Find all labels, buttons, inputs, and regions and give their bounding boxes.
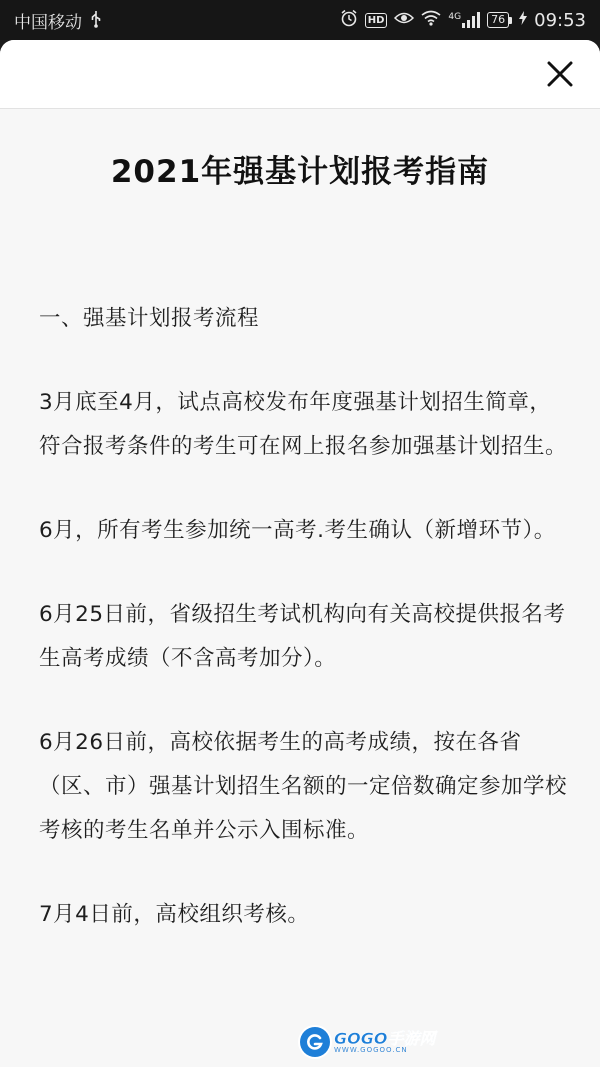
alarm-icon — [340, 9, 358, 32]
watermark — [300, 1024, 435, 1060]
section-heading: 一、强基计划报考流程 — [39, 306, 260, 331]
close-icon — [547, 61, 573, 87]
sheet-header — [0, 40, 600, 109]
network-type-label: 4G — [448, 12, 462, 22]
watermark-text — [334, 1028, 436, 1054]
carrier-name: 中国移动 — [14, 12, 82, 33]
paragraph: 6月26日前，高校依据考生的高考成绩，按在各省（区、市）强基计划招生名额的一定倍数确定参加学校考核的考生名单并公示入围标准。 — [39, 730, 568, 843]
close-button[interactable] — [540, 54, 580, 94]
paragraph: 3月底至4月，试点高校发布年度强基计划招生简章，符合报考条件的考生可在网上报名参加强基计划招生。 — [39, 390, 568, 459]
watermark-url: WWW.GOGOO.CN — [334, 1045, 408, 1054]
gogo-logo-icon — [300, 1027, 330, 1057]
status-bar — [0, 0, 600, 40]
article-sheet — [0, 40, 600, 1067]
charging-icon — [519, 10, 527, 30]
clock: 09:53 — [534, 9, 586, 31]
status-left — [14, 8, 102, 33]
paragraph: 7月4日前，高校组织考核。 — [39, 902, 310, 927]
watermark-brand: GOGO手游网 — [334, 1028, 436, 1048]
cellular-signal-icon — [448, 12, 480, 28]
wifi-icon — [421, 10, 441, 31]
article-title: 2021年强基计划报考指南 — [110, 154, 490, 190]
article-body — [39, 297, 569, 977]
eye-comfort-icon — [394, 10, 414, 30]
battery-level: 76 — [487, 12, 509, 28]
usb-icon — [90, 10, 102, 31]
paragraph: 6月25日前，省级招生考试机构向有关高校提供报名考生高考成绩（不含高考加分）。 — [39, 602, 566, 671]
battery-icon — [487, 12, 512, 28]
battery-tip — [509, 17, 512, 24]
paragraph: 6月，所有考生参加统一高考.考生确认（新增环节）。 — [39, 518, 556, 543]
hd-icon: HD — [365, 13, 388, 28]
status-right — [340, 9, 586, 32]
